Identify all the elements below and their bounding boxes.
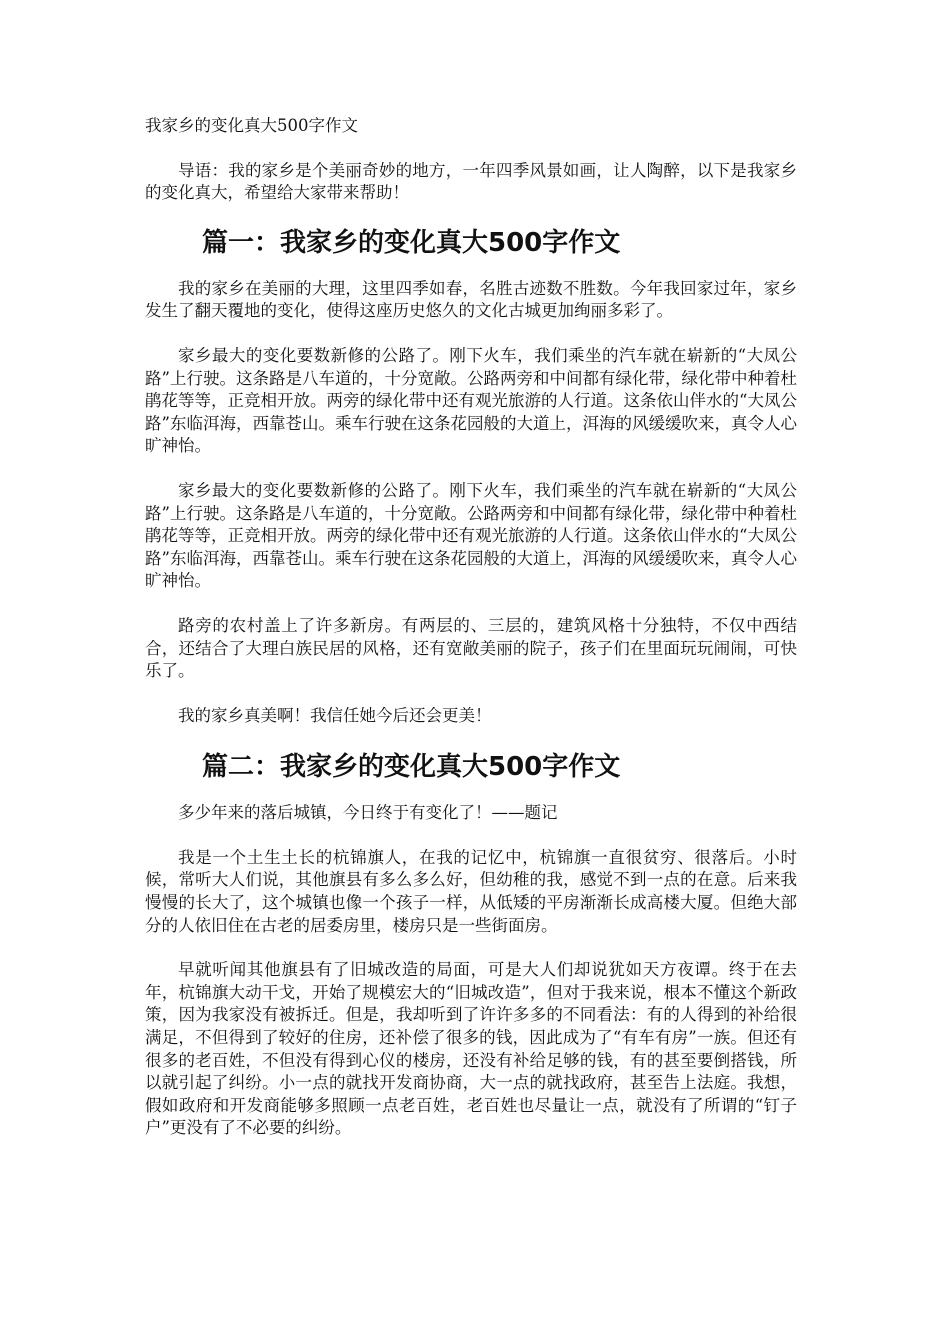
document-title: 我家乡的变化真大500字作文 xyxy=(145,116,358,135)
section-2-paragraph-3: 早就听闻其他旗县有了旧城改造的局面，可是大人们却说犹如天方夜谭。终于在去年，杭锦旗大动干戈，开始了规模宏大的“旧城改造”，但对于我来说，根本不懂这个新政策，因为我家没有被拆迁。但是，我却听到了许许多多的不同看法：有的人得到的补给很满足，不但得到了较好的住房，还补偿了很多的钱，因此成为了“有车有房”一族。但还有很多的老百姓，不但没有得到心仪的楼房，还没有补给足够的钱，有的甚至要倒搭钱，所以就引起了纠纷。小一点的就找开发商协商，大一点的就找政府，甚至告上法庭。我想，假如政府和开发商能够多照顾一点老百姓，老百姓也尽量让一点，就没有了所谓的“钉子户”更没有了不必要的纠纷。 xyxy=(145,960,797,1138)
section-2-heading: 篇二：我家乡的变化真大500字作文 xyxy=(202,752,621,783)
section-1-paragraph-3: 家乡最大的变化要数新修的公路了。刚下火车，我们乘坐的汽车就在崭新的“大凤公路”上行驶。这条路是八车道的，十分宽敞。公路两旁和中间都有绿化带，绿化带中种着杜鹃花等等，正竞相开放。两旁的绿化带中还有观光旅游的人行道。这条依山伴水的“大凤公路”东临洱海，西靠苍山。乘车行驶在这条花园般的大道上，洱海的风缓缓吹来，真令人心旷神怡。 xyxy=(145,480,797,591)
section-1-paragraph-4: 路旁的农村盖上了许多新房。有两层的、三层的，建筑风格十分独特，不仅中西结合，还结合了大理白族民居的风格，还有宽敞美丽的院子，孩子们在里面玩玩闹闹，可快乐了。 xyxy=(145,615,797,681)
section-2-paragraph-2: 我是一个土生土长的杭锦旗人，在我的记忆中，杭锦旗一直很贫穷、很落后。小时候，常听大人们说，其他旗县有多么多么好，但幼稚的我，感觉不到一点的在意。后来我慢慢的长大了，这个城镇也像一个孩子一样，从低矮的平房渐渐长成高楼大厦。但绝大部分的人依旧住在古老的居委房里，楼房只是一些街面房。 xyxy=(145,847,797,935)
section-1-paragraph-1: 我的家乡在美丽的大理，这里四季如春，名胜古迹数不胜数。今年我回家过年，家乡发生了翻天覆地的变化，使得这座历史悠久的文化古城更加绚丽多彩了。 xyxy=(145,278,797,321)
intro-paragraph: 导语：我的家乡是个美丽奇妙的地方，一年四季风景如画，让人陶醉，以下是我家乡的变化真大，希望给大家带来帮助！ xyxy=(145,160,797,203)
section-1-heading: 篇一：我家乡的变化真大500字作文 xyxy=(202,227,621,258)
section-1-paragraph-5: 我的家乡真美啊！我信任她今后还会更美！ xyxy=(178,705,492,725)
document-page xyxy=(145,115,797,1140)
section-1-paragraph-2: 家乡最大的变化要数新修的公路了。刚下火车，我们乘坐的汽车就在崭新的“大凤公路”上行驶。这条路是八车道的，十分宽敞。公路两旁和中间都有绿化带，绿化带中种着杜鹃花等等，正竞相开放。两旁的绿化带中还有观光旅游的人行道。这条依山伴水的“大凤公路”东临洱海，西靠苍山。乘车行驶在这条花园般的大道上，洱海的风缓缓吹来，真令人心旷神怡。 xyxy=(145,345,797,456)
section-2-paragraph-1: 多少年来的落后城镇，今日终于有变化了！——题记 xyxy=(178,803,558,823)
